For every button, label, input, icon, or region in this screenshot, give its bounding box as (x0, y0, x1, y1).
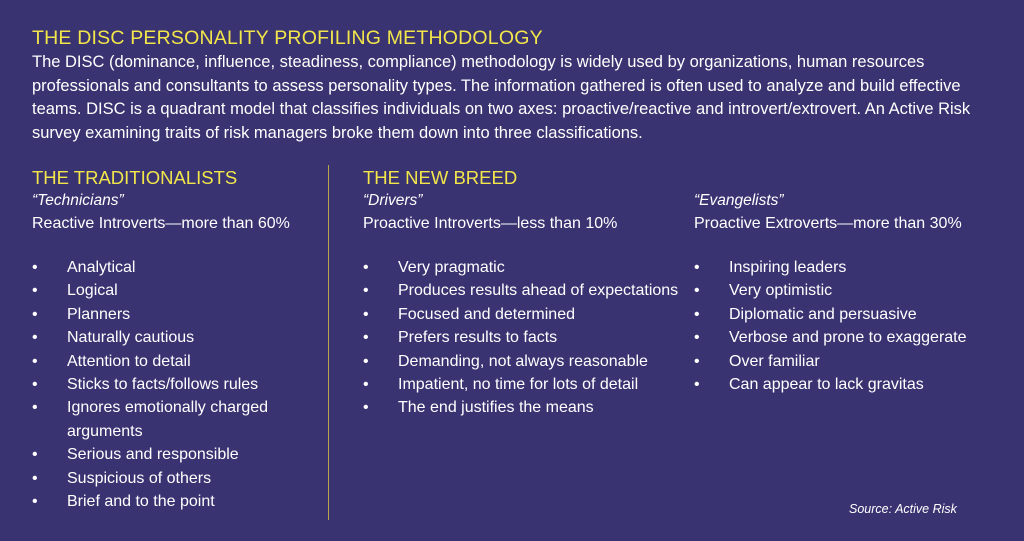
bullet-icon: • (363, 259, 369, 276)
bullet-icon: • (363, 329, 369, 347)
column-summary: Reactive Introverts—more than 60% (32, 215, 290, 232)
trait-item (694, 373, 1014, 396)
trait-item (363, 326, 683, 349)
trait-item (32, 256, 322, 279)
trait-text: Sticks to facts/follows rules (67, 376, 259, 394)
trait-item (32, 490, 322, 513)
bullet-icon: • (32, 446, 38, 464)
trait-item (694, 326, 1014, 349)
bullet-icon: • (32, 282, 38, 300)
trait-text: Suspicious of others (67, 469, 212, 487)
trait-text: Naturally cautious (67, 329, 195, 347)
trait-text: Brief and to the point (67, 493, 215, 511)
bullet-icon: • (694, 376, 700, 394)
bullet-icon: • (32, 305, 38, 323)
column-evangelists (694, 166, 1014, 396)
bullet-icon: • (32, 329, 38, 347)
bullet-icon: • (32, 493, 38, 511)
trait-item (32, 396, 322, 443)
trait-text: Impatient, no time for lots of detail (398, 376, 639, 394)
trait-item (694, 279, 1014, 302)
column-drivers (363, 166, 683, 420)
bullet-icon: • (694, 259, 700, 276)
trait-text: Focused and determined (398, 305, 575, 323)
trait-item (363, 396, 683, 419)
trait-item (363, 373, 683, 396)
trait-item (32, 350, 322, 373)
trait-list (363, 256, 683, 420)
bullet-icon: • (694, 305, 700, 323)
trait-text: The end justifies the means (398, 399, 594, 417)
bullet-icon: • (32, 352, 38, 370)
trait-text: Attention to detail (67, 352, 191, 370)
column-nickname: “Drivers” (363, 192, 423, 209)
trait-list (32, 256, 322, 513)
trait-item (694, 256, 1014, 279)
bullet-icon: • (363, 352, 369, 370)
bullet-icon: • (694, 352, 700, 370)
trait-text: Over familiar (729, 352, 820, 370)
column-nickname: “Evangelists” (694, 192, 784, 209)
trait-item (32, 373, 322, 396)
source-credit: Source: Active Risk (849, 502, 957, 516)
trait-text: Planners (67, 305, 131, 323)
trait-text: Ignores emotionally charged arguments (67, 399, 269, 440)
bullet-icon: • (363, 399, 369, 417)
bullet-icon: • (32, 259, 38, 276)
trait-text: Very optimistic (729, 282, 833, 300)
bullet-icon: • (32, 399, 38, 417)
trait-item (694, 303, 1014, 326)
column-nickname: “Technicians” (32, 192, 124, 209)
trait-text: Verbose and prone to exaggerate (729, 329, 967, 347)
bullet-icon: • (32, 469, 38, 487)
panel-title: THE DISC PERSONALITY PROFILING METHODOLOGY (32, 27, 543, 49)
bullet-icon: • (363, 282, 369, 300)
bullet-icon: • (694, 329, 700, 347)
trait-item (32, 443, 322, 466)
column-summary: Proactive Extroverts—more than 30% (694, 215, 962, 232)
trait-item (363, 303, 683, 326)
column-divider (328, 165, 329, 520)
trait-item (32, 279, 322, 302)
trait-text: Inspiring leaders (729, 259, 847, 276)
trait-text: Analytical (67, 259, 136, 276)
trait-item (32, 467, 322, 490)
column-traditionalists (32, 166, 322, 513)
bullet-icon: • (363, 376, 369, 394)
trait-item (32, 326, 322, 349)
bullet-icon: • (363, 305, 369, 323)
bullet-icon: • (32, 376, 38, 394)
trait-item (32, 303, 322, 326)
trait-text: Demanding, not always reasonable (398, 352, 648, 370)
trait-text: Logical (67, 282, 118, 300)
trait-item (363, 350, 683, 373)
trait-text: Prefers results to facts (398, 329, 558, 347)
trait-list (694, 256, 1014, 396)
trait-text: Very pragmatic (398, 259, 505, 276)
trait-item (363, 256, 683, 279)
trait-text: Can appear to lack gravitas (729, 376, 924, 394)
trait-item (694, 350, 1014, 373)
trait-text: Produces results ahead of expectations (398, 282, 679, 300)
column-summary: Proactive Introverts—less than 10% (363, 215, 618, 232)
column-heading: THE TRADITIONALISTS (32, 167, 238, 188)
trait-text: Serious and responsible (67, 446, 239, 464)
intro-paragraph: The DISC (dominance, influence, steadiness, compliance) methodology is widely used by organizations, human resources professionals and consultants to assess personality types. The information gathered is often used to analyze and build effective teams. DISC is a quadrant model that classifies individuals on two axes: proactive/reactive and introvert/extrovert. An Active Risk survey examining traits of risk managers broke them down into three classifications. (32, 53, 971, 142)
trait-item (363, 279, 683, 302)
bullet-icon: • (694, 282, 700, 300)
column-heading: THE NEW BREED (363, 167, 518, 188)
trait-text: Diplomatic and persuasive (729, 305, 917, 323)
